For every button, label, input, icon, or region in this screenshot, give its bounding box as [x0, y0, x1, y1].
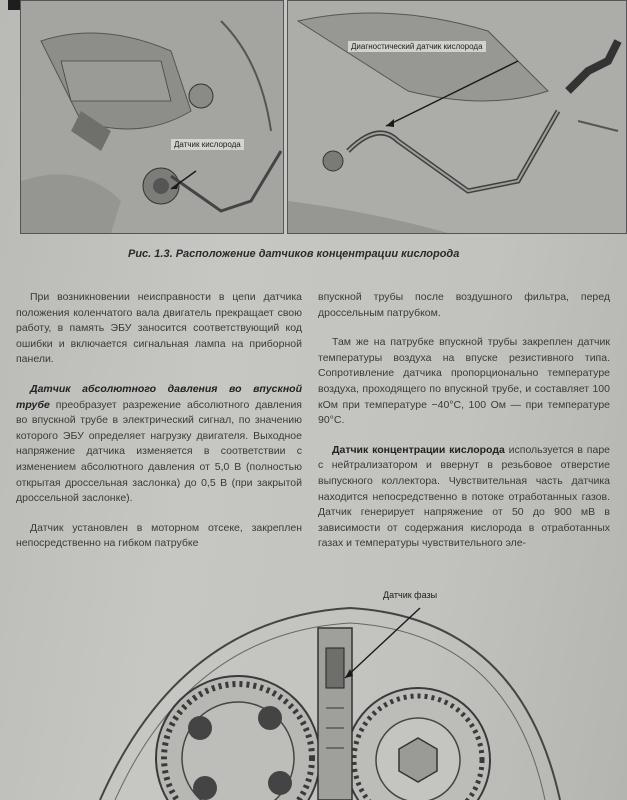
paragraph-sensor-location: Датчик установлен в моторном отсеке, закреплен непосредственно на гибком патрубке — [16, 521, 302, 550]
oxygen-sensor-callout: Датчик кислорода — [171, 139, 244, 150]
engine-photo-left — [21, 1, 283, 233]
map-sensor-body: преобразует разрежение абсолютного давления во впускной трубе в электрический сигнал, по значению которого ЭБУ определяет нагрузку двигателя. Выходное напряжение датчика изменяется в соответствии с изменением абсолютного давления от 5,0 В (полностью открытая дроссельная заслонка) до 0,5 В (при закрытой дроссельной заслонке). — [16, 398, 302, 505]
photo-oxygen-sensor — [20, 0, 284, 234]
text-column-right — [318, 290, 610, 566]
paragraph-map-sensor — [16, 382, 302, 507]
paragraph-intake-continued: впускной трубы после воздушного фильтра, перед дроссельным патрубком. — [318, 291, 610, 319]
phase-sensor-illustration — [0, 578, 627, 800]
figure-caption: Рис. 1.3. Расположение датчиков концентрации кислорода — [128, 248, 460, 260]
oxygen-sensor-heading: Датчик концентрации кислорода — [332, 443, 505, 456]
phase-sensor-callout: Датчик фазы — [383, 590, 438, 600]
diagnostic-sensor-callout: Диагностический датчик кислорода — [348, 41, 486, 52]
paragraph-crankshaft-fault: При возникновении неисправности в цепи датчика положения коленчатого вала двигатель прекращает свою работу, в память ЭБУ заносится соответствующий код ошибки и включается сигнальная лампа на приборной панели. — [16, 291, 302, 366]
photo-diagnostic-oxygen-sensor — [287, 0, 627, 234]
paragraph-oxygen-sensor — [318, 443, 610, 552]
map-sensor-heading: Датчик абсолютного давления во впускной трубе — [16, 382, 302, 411]
paragraph-air-temp-sensor: Там же на патрубке впускной трубы закреплен датчик температуры воздуха на впуске резистивного типа. Сопротивление датчика пропорционально температуре воздуха, проходящего по впускной трубе, и составляет 100 кОм при температуре −40°С, 100 Ом — при температуре 90°С. — [318, 336, 610, 427]
text-column-left — [16, 290, 302, 566]
oxygen-sensor-body: используется в паре с нейтрализатором и ввернут в резьбовое отверстие выпускного коллектора. Чувствительная часть датчика находится непосредственно в потоке отработанных газов. Датчик генерирует напряжение от 50 до 900 мВ в зависимости от содержания кислорода в отработанных газах и температуры чувствительного эле- — [318, 443, 610, 550]
engine-photo-right — [288, 1, 626, 233]
